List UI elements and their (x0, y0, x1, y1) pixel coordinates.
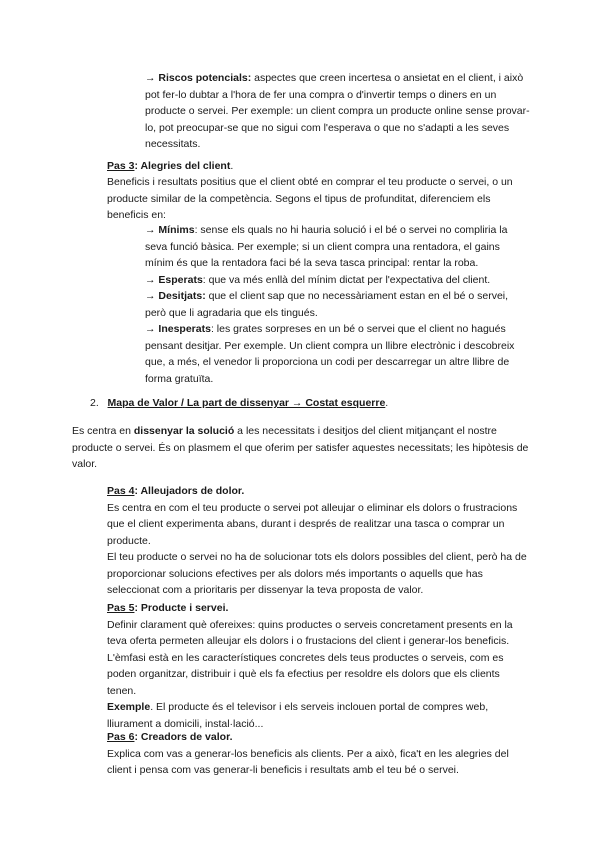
pas4-p2: El teu producte o servei no ha de solucionar tots els dolors possibles del client, però ha de proporcionar solucions efectives per als dolors més importants o aquells que has seleccionat com a prioritaris per dissenyar la teva proposta de valor. (107, 551, 527, 596)
riscos-term: Riscos potencials: (158, 72, 252, 84)
pas4-block (107, 483, 527, 599)
example-text: . El producte és el televisor i els serveis inclouen portal de compres web, lliurament a domicili, instal·lació... (107, 701, 489, 730)
arrow-icon: → (145, 273, 156, 286)
pas3-intro-text: Beneficis i resultats positius que el client obté en comprar el teu producte o servei, o un producte similar de la competència. Segons el tipus de profunditat, diferenciem els beneficis en: (107, 176, 513, 221)
item-term: Mínims (158, 224, 195, 236)
pas3-intro (107, 174, 525, 224)
item-text: : que va més enllà del mínim dictat per l'expectativa del client. (202, 273, 491, 286)
pas5-num: Pas 5 (107, 602, 135, 614)
intro-post: a les necessitats i desitjos del client mitjançant el nostre producte o servei. És on plasmem el que oferim per satisfer aquestes necessitats; les hipòtesis de valor. (72, 425, 529, 470)
riscos-text: aspectes que creen incertesa o ansietat en el client, i això pot fer-lo dubtar a l'hora de fer una compra o d'invertir temps o diners en un producte o servei. Per exemple: un client compra un producte online sense provar-lo, pot preocupar-se que no sigui com l'esperava o que no s'adapti a les seves necessitats. (145, 72, 530, 150)
pas6-block (107, 729, 527, 779)
pas6-title: : Creadors de valor. (134, 731, 233, 743)
item-term: Inesperats (158, 323, 211, 335)
intro-pre: Es centra en (72, 425, 134, 437)
section2-dot: . (385, 397, 389, 409)
arrow-icon: → (145, 290, 156, 302)
pas6-num: Pas 6 (107, 731, 135, 743)
list-item (145, 222, 530, 272)
list-item (145, 321, 530, 387)
pas4-title: : Alleujadors de dolor. (134, 485, 245, 497)
intro-bold: dissenyar la solució (133, 425, 235, 437)
list-item (145, 272, 530, 289)
pas3-num: Pas 3 (107, 160, 135, 172)
riscos-item (145, 70, 530, 153)
example-term: Exemple (107, 701, 151, 713)
section2-number: 2. (90, 397, 99, 409)
list-item (145, 288, 530, 321)
pas4-num: Pas 4 (107, 485, 135, 497)
item-term: Esperats (158, 273, 203, 286)
pas4-p1: Es centra en com el teu producte o servei pot alleujar o eliminar els dolors o frustracions que el client experimenta abans, durant i després de realitzar una tasca o comprar un producte. (107, 501, 518, 547)
pas3-heading (107, 158, 527, 175)
pas5-p1: Definir clarament què ofereixes: quins productes o serveis concretament presents en la teva oferta permeten alleujar els dolors i o frustacions del client i generar-los beneficis. L'èmfasi està en les característiques concretes dels teus productes o serveis, com es poden organitzar, distribuir i què els fa efectius per resoldre els dolors que els clients tenen. (107, 618, 513, 697)
pas6-p1: Explica com vas a generar-los beneficis als clients. Per a això, fica't en les alegries del client i pensa com vas generar-li beneficis i resultats amb el teu bé o servei. (107, 747, 509, 776)
arrow-icon: → (145, 224, 156, 236)
item-text: : sense els quals no hi hauria solució i el bé o servei no compliria la seva funció bàsica. Per exemple; si un client compra una rentadora, el gains mínim és que la rentadora faci bé la seva tasca principal: rentar la roba. (145, 224, 508, 269)
pas3-dot: . (230, 160, 234, 172)
pas3-title: : Alegries del client (134, 160, 231, 172)
item-text: : les grates sorpreses en un bé o servei que el client no hagués pensant desitjar. Per exemple. Un client compra un llibre electrònic i descobreix que, a més, el venedor li proporciona un codi per descarregar un altre llibre de forma gratuïta. (145, 323, 515, 385)
section2-intro (72, 423, 532, 473)
pas5-block (107, 600, 527, 732)
pas3-list (145, 222, 530, 387)
section2-heading (90, 395, 530, 412)
section2-title: Mapa de Valor / La part de dissenyar → Costat esquerre (107, 397, 386, 409)
arrow-icon: → (145, 323, 156, 335)
arrow-icon: → (145, 72, 156, 84)
item-term: Desitjats: (158, 290, 206, 302)
pas5-title: : Producte i servei. (134, 602, 229, 614)
item-text: que el client sap que no necessàriament estan en el bé o servei, però que li agradaria que els tingués. (145, 290, 509, 319)
